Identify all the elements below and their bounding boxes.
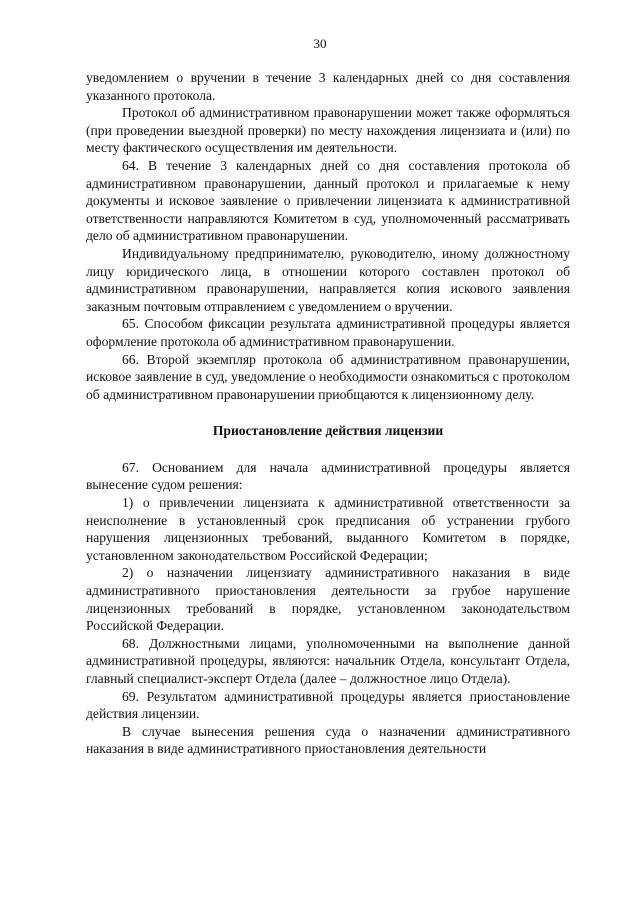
- paragraph: 1) о привлечении лицензиата к административной ответственности за неисполнение в установленный срок предписания об устранении грубого нарушения лицензионных требований, выданного Комитетом в порядке, установленном законодательством Российской Федерации;: [86, 495, 570, 563]
- paragraph: В случае вынесения решения суда о назначении административного наказания в виде административного приостановления деятельности: [86, 723, 570, 757]
- page-number: 30: [313, 36, 327, 51]
- paragraph: Индивидуальному предпринимателю, руководителю, иному должностному лицу юридического лица, в отношении которого составлен протокол об административном правонарушении, направляется копия искового заявления заказным почтовым отправлением с уведомлением о вручении.: [86, 245, 570, 314]
- paragraph: 68. Должностными лицами, уполномоченными на выполнение данной административной процедуры, являются: начальник Отдела, консультант Отдела, главный специалист-эксперт Отдела (далее – должностное лицо Отдела).: [86, 635, 570, 686]
- paragraph: 67. Основанием для начала административной процедуры является вынесение судом решения:: [86, 459, 570, 493]
- paragraph: 66. Второй экземпляр протокола об административном правонарушении, исковое заявление в суд, уведомление о необходимости ознакомиться с протоколом об административном правонарушении приобщаются к лицензионному делу.: [86, 351, 570, 402]
- paragraph: 65. Способом фиксации результата административной процедуры является оформление протокола об административном правонарушении.: [86, 316, 570, 349]
- paragraph-group-top: [86, 69, 570, 403]
- paragraph-group-bottom: [86, 459, 570, 758]
- section-heading: Приостановление действия лицензии: [212, 423, 444, 439]
- paragraph: 2) о назначении лицензиату административного наказания в виде административного приостановления деятельности за грубое нарушение лицензионных требований в порядке, установленном законодательством Российской Федерации.: [86, 565, 570, 634]
- document-body: [86, 69, 570, 758]
- paragraph: Протокол об административном правонарушении может также оформляться (при проведении выездной проверки) по месту нахождения лицензиата и (или) по месту фактического осуществления им деятельности.: [86, 105, 570, 156]
- paragraph: 64. В течение 3 календарных дней со дня составления протокола об административном правонарушении, данный протокол и прилагаемые к нему документы и исковое заявление о привлечении лицензиата к административной ответственности направляются Комитетом в суд, уполномоченный рассматривать дело об административном правонарушении.: [86, 157, 570, 244]
- paragraph: 69. Результатом административной процедуры является приостановление действия лицензии.: [86, 688, 570, 722]
- paragraph: уведомлением о вручении в течение 3 календарных дней со дня составления указанного протокола.: [86, 70, 570, 103]
